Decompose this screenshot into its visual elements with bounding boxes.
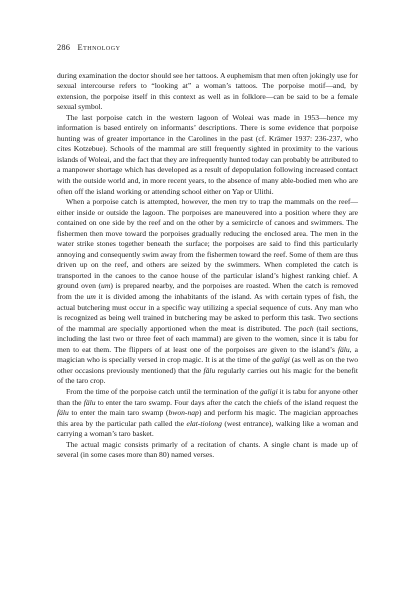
text-run: (west entrance), walking like a woman and carrying a woman’s taro basket. bbox=[57, 418, 358, 439]
italic-term: galigi bbox=[259, 386, 278, 396]
text-run: , a magician who is specially versed in crop magic. It is at the time of the bbox=[57, 344, 359, 365]
paragraph bbox=[57, 387, 358, 440]
italic-term: um bbox=[101, 281, 111, 291]
text-run: ) is prepared nearby, and the porpoises are roasted. When the catch is removed from the bbox=[57, 281, 358, 302]
body-text bbox=[57, 71, 358, 461]
text-run: The actual magic consists primarly of a recitation of chants. A single chant is made up of several (in some cases more than 80) named verses. bbox=[57, 439, 358, 460]
text-run: The last porpoise catch in the western lagoon of Woleai was made in 1953—hence my information is based entirely on informants’ descriptions. There is some evidence that porpoise hunting was of greater importance in the Carolines in the past (cf. Krämer 1937: 236-237, who cites Kotzebue). Schools of the mammal are still frequently sighted in proximity to the various islands of Woleai, and the fact that they are infrequently hunted today can probably be attributed to a manpower shortage which has developed as a result of depopulation following increased contact with the outside world and, in more recent years, to the absence of many able-bodied men who are often off the island working or attending school either on Yap or Ulithi. bbox=[57, 112, 358, 196]
text-run: (as well as on the two other occasions previously mentioned) that the bbox=[57, 355, 359, 375]
paragraph bbox=[57, 440, 358, 461]
text-run: it is tabu for anyone other than the bbox=[57, 386, 358, 407]
text-run: to enter the main taro swamp ( bbox=[68, 408, 169, 418]
text-run: to enter the taro swamp. Four days after the catch the chiefs of the island request the bbox=[95, 397, 358, 407]
text-run: From the time of the porpoise catch until the termination of the bbox=[66, 386, 260, 396]
italic-term: bwon-nap bbox=[168, 408, 199, 418]
italic-term: um bbox=[86, 292, 96, 302]
text-run: regularly carries out his magic for the benefit of the taro crop. bbox=[57, 365, 358, 386]
italic-term: galigi bbox=[272, 355, 290, 365]
paragraph bbox=[57, 197, 358, 387]
italic-term: elat-tiolong bbox=[186, 418, 222, 428]
text-run: it is divided among the inhabitants of the island. As with certain types of fish, the actual butchering must occur in a specific way utilizing a special sequence of cuts. Any man who is recognized as being well trained in butchering may be asked to perform this task. Two sections of the mammal are specially apportioned when the meat is distributed. The bbox=[57, 292, 358, 333]
text-run: ) and perform his magic. The magician approaches this area by the particular path called the bbox=[57, 408, 358, 428]
book-page bbox=[57, 43, 358, 461]
text-run: (tail sections, including the last two or three feet of each mammal) are given to the women, since it is tabu for men to eat them. The flippers of at least one of the porpoises are given to the island’s bbox=[57, 323, 358, 354]
running-title: Ethnology bbox=[77, 43, 121, 52]
text-run: during examination the doctor should see her tattoos. A euphemism that men often jokingly use for sexual intercourse refers to “looking at” a woman’s tattoos. The porpoise motif—and, by extension, the porpoise itself in this context as well as in folklore—can be said to be a female sexual symbol. bbox=[57, 70, 358, 112]
italic-term: fälu bbox=[57, 408, 69, 418]
page-number: 286 bbox=[57, 43, 71, 52]
italic-term: pach bbox=[298, 323, 314, 333]
italic-term: fälu bbox=[203, 365, 216, 375]
text-run: When a porpoise catch is attempted, however, the men try to trap the mammals on the reef—either inside or outside the lagoon. The porpoises are maneuvered into a position where they are contained on one side by the reef and on the other by a semicircle of canoes and swimmers. The fishermen then move toward the porpoises gradually reducing the enclosed area. The men in the water strike stones together beneath the surface; the porpoises are said to find this particularly annoying and consequently swim away from the fishermen toward the reef. Some of them are thus driven up on the reef, and others are seized by the swimmers. When completed the catch is transported in the canoes to the canoe house of the particular island’s highest ranking chief. A ground oven ( bbox=[57, 197, 358, 291]
running-head bbox=[57, 43, 358, 54]
paragraph bbox=[57, 113, 358, 197]
paragraph bbox=[57, 71, 358, 113]
italic-term: fälu bbox=[337, 344, 350, 354]
italic-term: fälu bbox=[83, 397, 96, 407]
